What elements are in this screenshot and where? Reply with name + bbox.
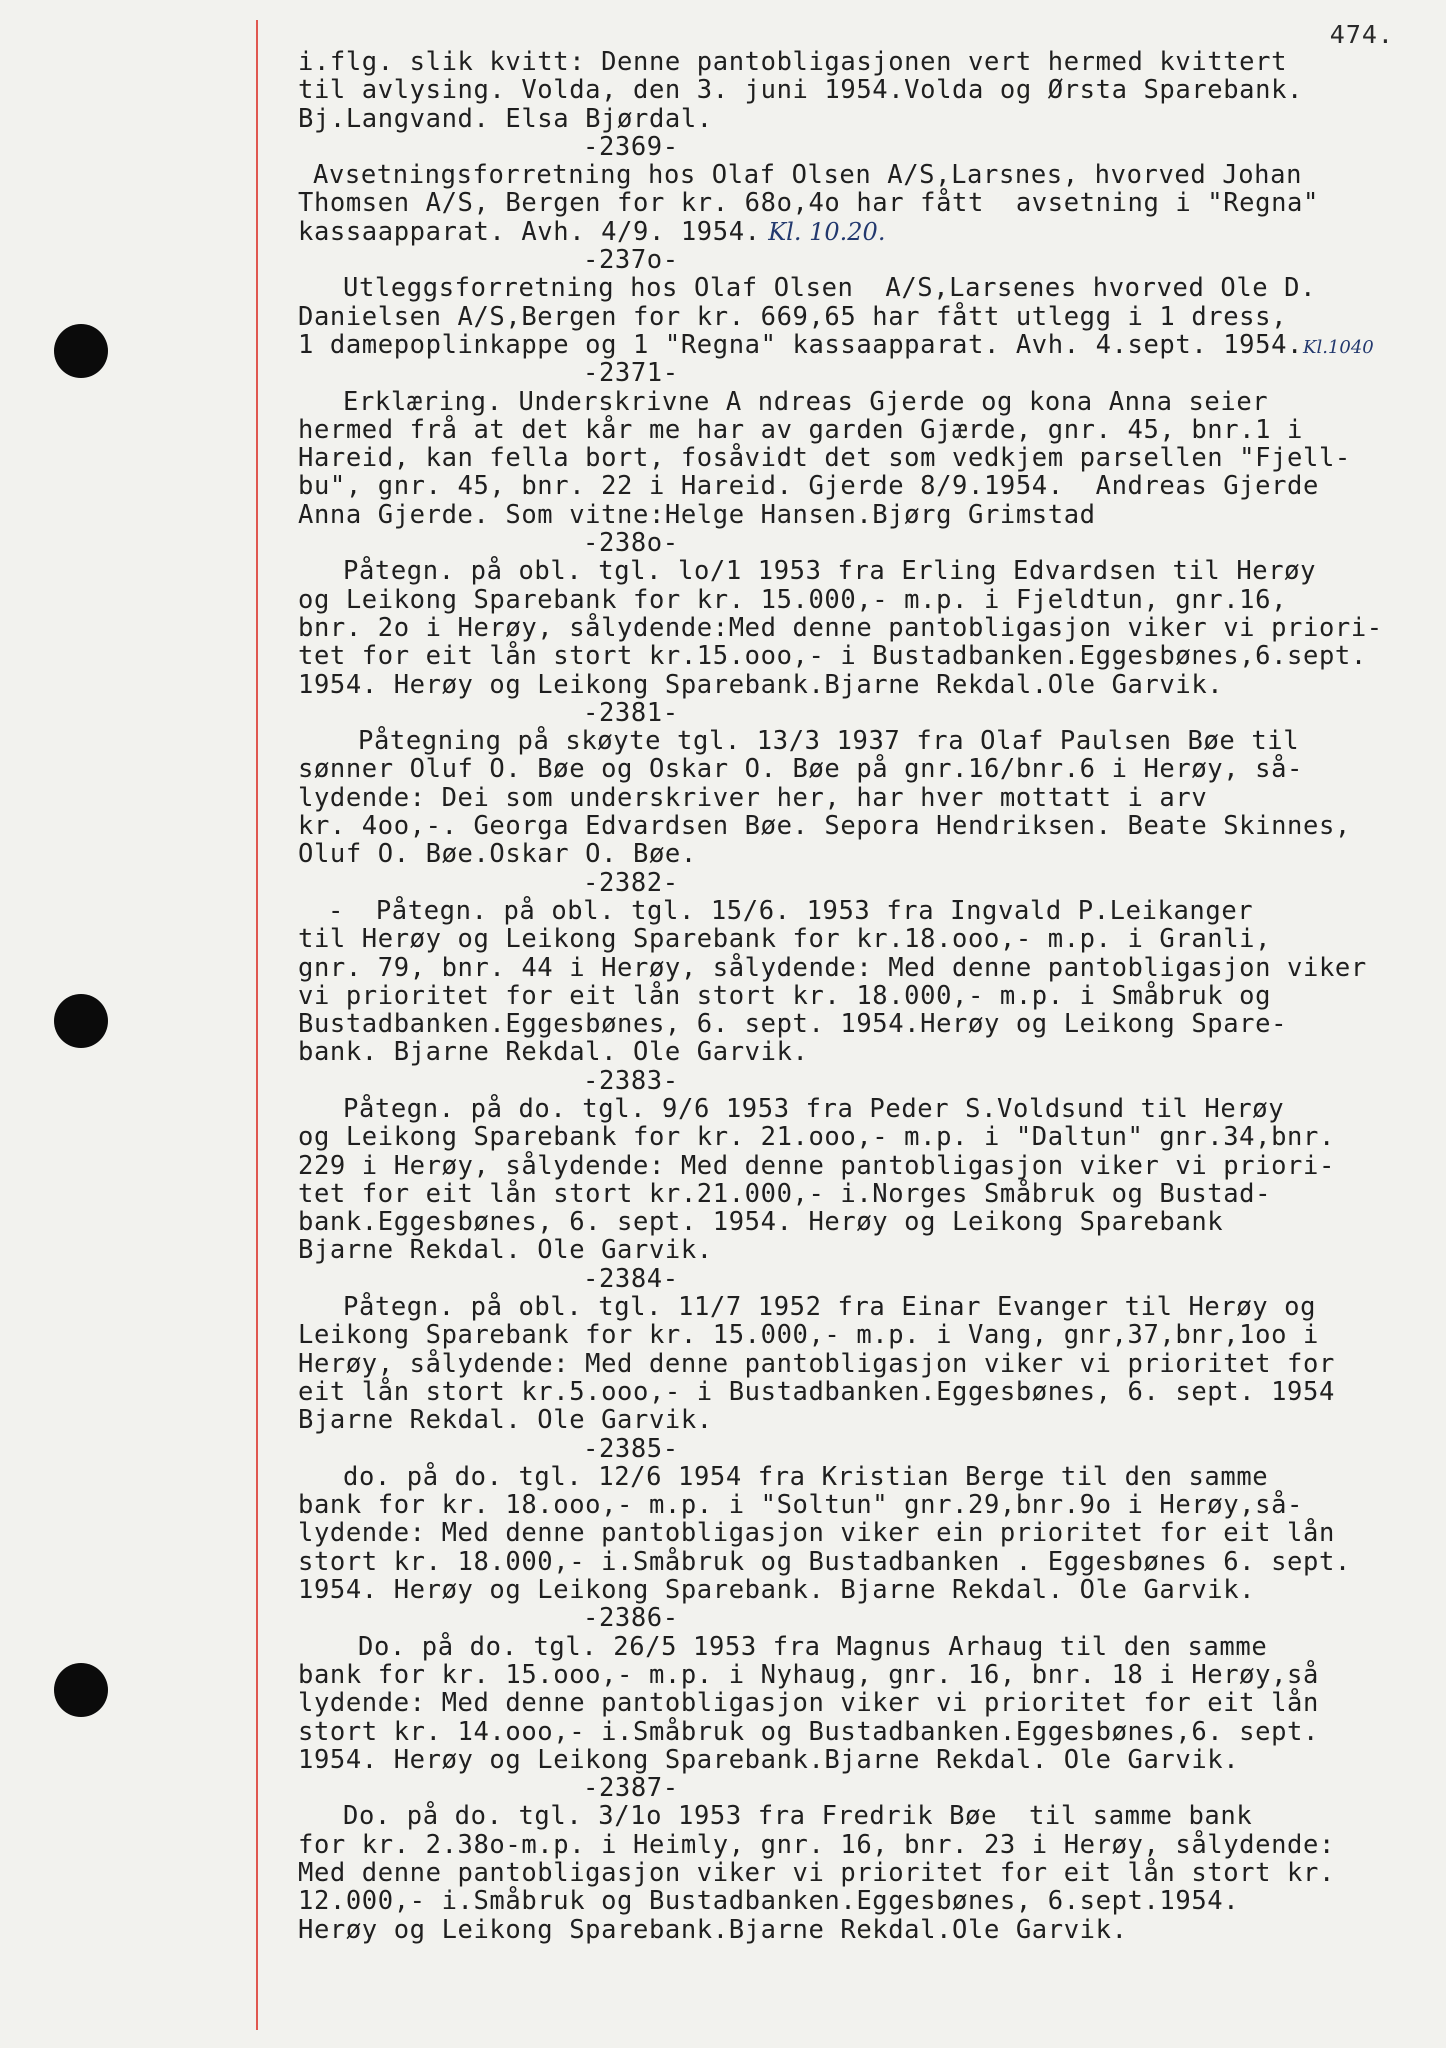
text-line — [298, 359, 1416, 387]
text-line — [298, 614, 1416, 642]
ledger-text — [298, 48, 1416, 1944]
text-line-content: -2387- — [583, 1773, 679, 1804]
text-line-content: bnr. 2o i Herøy, sålydende:Med denne pantobligasjon viker vi priori- — [298, 612, 1383, 643]
text-line-content: Påtegn. på do. tgl. 9/6 1953 fra Peder S.Voldsund til Herøy — [343, 1093, 1285, 1124]
handwritten-note: Kl.1040 — [1303, 336, 1374, 358]
text-line — [298, 1633, 1416, 1661]
text-line — [298, 189, 1416, 217]
text-line-content: for kr. 2.38o-m.p. i Heimly, gnr. 16, bnr. 23 i Herøy, sålydende: — [298, 1829, 1335, 1860]
text-line-content: til avlysing. Volda, den 3. juni 1954.Volda og Ørsta Sparebank. — [298, 75, 1303, 106]
text-line-content: lydende: Med denne pantobligasjon viker ein prioritet for eit lån — [298, 1518, 1335, 1549]
text-line-content: -2382- — [583, 867, 679, 898]
text-line — [298, 982, 1416, 1010]
text-line-content: - Påtegn. på obl. tgl. 15/6. 1953 fra Ingvald P.Leikanger — [328, 895, 1254, 926]
handwritten-note: Kl. 10.20. — [760, 217, 886, 246]
text-line-content: bank for kr. 15.ooo,- m.p. i Nyhaug, gnr. 16, bnr. 18 i Herøy,så — [298, 1659, 1319, 1690]
text-line — [298, 755, 1416, 783]
text-line — [298, 1463, 1416, 1491]
text-line — [298, 1095, 1416, 1123]
text-line-content: Erklæring. Underskrivne A ndreas Gjerde og kona Anna seier — [343, 386, 1269, 417]
text-line-content: Avsetningsforretning hos Olaf Olsen A/S,Larsnes, hvorved Johan — [313, 160, 1303, 191]
text-line — [298, 529, 1416, 557]
text-line — [298, 1208, 1416, 1236]
text-line-content: -2369- — [583, 131, 679, 162]
text-line — [298, 274, 1416, 302]
text-line — [298, 699, 1416, 727]
text-line — [298, 557, 1416, 585]
text-line-content: do. på do. tgl. 12/6 1954 fra Kristian Berge til den samme — [343, 1461, 1269, 1492]
text-line-content: Bj.Langvand. Elsa Bjørdal. — [298, 103, 713, 134]
text-line — [298, 1435, 1416, 1463]
text-line-content: Utleggsforretning hos Olaf Olsen A/S,Larsenes hvorved Ole D. — [343, 273, 1317, 304]
text-line — [298, 1378, 1416, 1406]
text-line-content: Bustadbanken.Eggesbønes, 6. sept. 1954.Herøy og Leikong Spare- — [298, 1009, 1288, 1040]
text-line-content: 1954. Herøy og Leikong Sparebank. Bjarne Rekdal. Ole Garvik. — [298, 1575, 1256, 1606]
text-line — [298, 1802, 1416, 1830]
text-line — [298, 501, 1416, 529]
text-line-content: 1 damepoplinkappe og 1 "Regna" kassaapparat. Avh. 4.sept. 1954. — [298, 329, 1303, 360]
text-line — [298, 331, 1416, 359]
text-line — [298, 388, 1416, 416]
text-line — [298, 784, 1416, 812]
text-line — [298, 727, 1416, 755]
text-line — [298, 812, 1416, 840]
text-line-content: 12.000,- i.Småbruk og Bustadbanken.Eggesbønes, 6.sept.1954. — [298, 1886, 1240, 1917]
text-line-content: Med denne pantobligasjon viker vi prioritet for eit lån stort kr. — [298, 1858, 1335, 1888]
text-line — [298, 1321, 1416, 1349]
text-line — [298, 954, 1416, 982]
text-line-content: Do. på do. tgl. 3/1o 1953 fra Fredrik Bøe til samme bank — [343, 1801, 1253, 1832]
text-line — [298, 1718, 1416, 1746]
text-line-content: Leikong Sparebank for kr. 15.000,- m.p. i Vang, gnr,37,bnr,1oo i — [298, 1320, 1319, 1351]
text-line-content: til Herøy og Leikong Sparebank for kr.18.ooo,- m.p. i Granli, — [298, 924, 1272, 955]
text-line-content: lydende: Dei som underskriver her, har hver mottatt i arv — [298, 782, 1208, 813]
punch-hole — [54, 324, 108, 378]
margin-line — [256, 20, 258, 2030]
text-line — [298, 1916, 1416, 1944]
text-line — [298, 1661, 1416, 1689]
text-line-content: tet for eit lån stort kr.15.ooo,- i Bustadbanken.Eggesbønes,6.sept. — [298, 641, 1367, 672]
text-line — [298, 1265, 1416, 1293]
text-line-content: og Leikong Sparebank for kr. 21.ooo,- m.p. i "Daltun" gnr.34,bnr. — [298, 1122, 1335, 1153]
text-line — [298, 1350, 1416, 1378]
text-line-content: Herøy og Leikong Sparebank.Bjarne Rekdal.Ole Garvik. — [298, 1914, 1128, 1945]
text-line-content: Do. på do. tgl. 26/5 1953 fra Magnus Arhaug til den samme — [358, 1631, 1268, 1662]
text-line — [298, 246, 1416, 274]
text-line-content: bank for kr. 18.ooo,- m.p. i "Soltun" gnr.29,bnr.9o i Herøy,så- — [298, 1490, 1303, 1521]
text-line — [298, 1746, 1416, 1774]
text-line-content: -238o- — [583, 528, 679, 559]
text-line — [298, 218, 1416, 246]
text-line — [298, 303, 1416, 331]
text-line-content: Bjarne Rekdal. Ole Garvik. — [298, 1235, 713, 1266]
text-line-content: og Leikong Sparebank for kr. 15.000,- m.p. i Fjeldtun, gnr.16, — [298, 584, 1288, 615]
text-line — [298, 105, 1416, 133]
text-line — [298, 444, 1416, 472]
text-line — [298, 1491, 1416, 1519]
text-line-content: -2381- — [583, 697, 679, 728]
text-line-content: lydende: Med denne pantobligasjon viker vi prioritet for eit lån — [298, 1688, 1319, 1719]
text-line — [298, 1774, 1416, 1802]
text-line-content: 1954. Herøy og Leikong Sparebank.Bjarne Rekdal. Ole Garvik. — [298, 1744, 1240, 1775]
page-number: 474. — [1329, 20, 1394, 49]
text-line-content: Thomsen A/S, Bergen for kr. 68o,4o har fått avsetning i "Regna" — [298, 188, 1319, 219]
text-line-content: i.flg. slik kvitt: Denne pantobligasjonen vert hermed kvittert — [298, 47, 1288, 77]
text-line-content: eit lån stort kr.5.ooo,- i Bustadbanken.Eggesbønes, 6. sept. 1954 — [298, 1376, 1335, 1407]
text-line — [298, 1236, 1416, 1264]
text-line — [298, 925, 1416, 953]
text-line-content: tet for eit lån stort kr.21.000,- i.Norges Småbruk og Bustad- — [298, 1178, 1272, 1209]
text-line-content: -2385- — [583, 1433, 679, 1464]
text-line-content: 1954. Herøy og Leikong Sparebank.Bjarne Rekdal.Ole Garvik. — [298, 669, 1224, 700]
text-line — [298, 840, 1416, 868]
text-line-content: gnr. 79, bnr. 44 i Herøy, sålydende: Med denne pantobligasjon viker — [298, 952, 1367, 983]
text-line — [298, 1123, 1416, 1151]
text-line-content: Danielsen A/S,Bergen for kr. 669,65 har fått utlegg i 1 dress, — [298, 301, 1288, 332]
punch-hole — [54, 1663, 108, 1717]
text-line — [298, 897, 1416, 925]
text-line-content: -2383- — [583, 1065, 679, 1096]
text-line — [298, 1038, 1416, 1066]
text-line — [298, 161, 1416, 189]
text-line — [298, 1859, 1416, 1887]
text-line — [298, 586, 1416, 614]
text-line — [298, 1576, 1416, 1604]
text-line-content: stort kr. 14.ooo,- i.Småbruk og Bustadbanken.Eggesbønes,6. sept. — [298, 1716, 1319, 1747]
text-line — [298, 76, 1416, 104]
text-line — [298, 1152, 1416, 1180]
text-line-content: Hareid, kan fella bort, fosåvidt det som vedkjem parsellen "Fjell- — [298, 443, 1351, 474]
text-line-content: kr. 4oo,-. Georga Edvardsen Bøe. Sepora Hendriksen. Beate Skinnes, — [298, 811, 1351, 842]
text-line — [298, 1887, 1416, 1915]
text-line — [298, 671, 1416, 699]
text-line-content: -237o- — [583, 245, 679, 276]
text-line — [298, 1010, 1416, 1038]
text-line — [298, 642, 1416, 670]
text-line-content: Oluf O. Bøe.Oskar O. Bøe. — [298, 839, 697, 870]
text-line — [298, 1067, 1416, 1095]
punch-hole — [54, 994, 108, 1048]
text-line — [298, 472, 1416, 500]
text-line — [298, 1548, 1416, 1576]
text-line-content: -2371- — [583, 358, 679, 389]
text-line — [298, 133, 1416, 161]
text-line — [298, 1406, 1416, 1434]
text-line-content: Herøy, sålydende: Med denne pantobligasjon viker vi prioritet for — [298, 1348, 1335, 1379]
text-line-content: bu", gnr. 45, bnr. 22 i Hareid. Gjerde 8/9.1954. Andreas Gjerde — [298, 471, 1319, 502]
text-line-content: Anna Gjerde. Som vitne:Helge Hansen.Bjørg Grimstad — [298, 499, 1096, 530]
text-line-content: Påtegn. på obl. tgl. 11/7 1952 fra Einar Evanger til Herøy og — [343, 1292, 1317, 1323]
text-line-content: -2386- — [583, 1603, 679, 1634]
text-line-content: stort kr. 18.000,- i.Småbruk og Bustadbanken . Eggesbønes 6. sept. — [298, 1546, 1351, 1577]
text-line — [298, 869, 1416, 897]
text-line-content: sønner Oluf O. Bøe og Oskar O. Bøe på gnr.16/bnr.6 i Herøy, så- — [298, 754, 1303, 785]
text-line-content: bank.Eggesbønes, 6. sept. 1954. Herøy og Leikong Sparebank — [298, 1207, 1224, 1238]
text-line — [298, 1519, 1416, 1547]
text-line-content: Bjarne Rekdal. Ole Garvik. — [298, 1405, 713, 1436]
text-line-content: hermed frå at det kår me har av garden Gjærde, gnr. 45, bnr.1 i — [298, 414, 1303, 445]
text-line-content: vi prioritet for eit lån stort kr. 18.000,- m.p. i Småbruk og — [298, 980, 1272, 1011]
text-line-content: kassaapparat. Avh. 4/9. 1954. — [298, 216, 761, 247]
text-line — [298, 1689, 1416, 1717]
text-line — [298, 416, 1416, 444]
text-line-content: bank. Bjarne Rekdal. Ole Garvik. — [298, 1037, 809, 1068]
text-line — [298, 1180, 1416, 1208]
text-line-content: Påtegn. på obl. tgl. lo/1 1953 fra Erling Edvardsen til Herøy — [343, 556, 1317, 587]
text-line-content: 229 i Herøy, sålydende: Med denne pantobligasjon viker vi priori- — [298, 1150, 1335, 1181]
text-line — [298, 48, 1416, 76]
text-line-content: Påtegning på skøyte tgl. 13/3 1937 fra Olaf Paulsen Bøe til — [358, 726, 1300, 757]
text-line-content: -2384- — [583, 1263, 679, 1294]
text-line — [298, 1293, 1416, 1321]
text-line — [298, 1831, 1416, 1859]
text-line — [298, 1604, 1416, 1632]
